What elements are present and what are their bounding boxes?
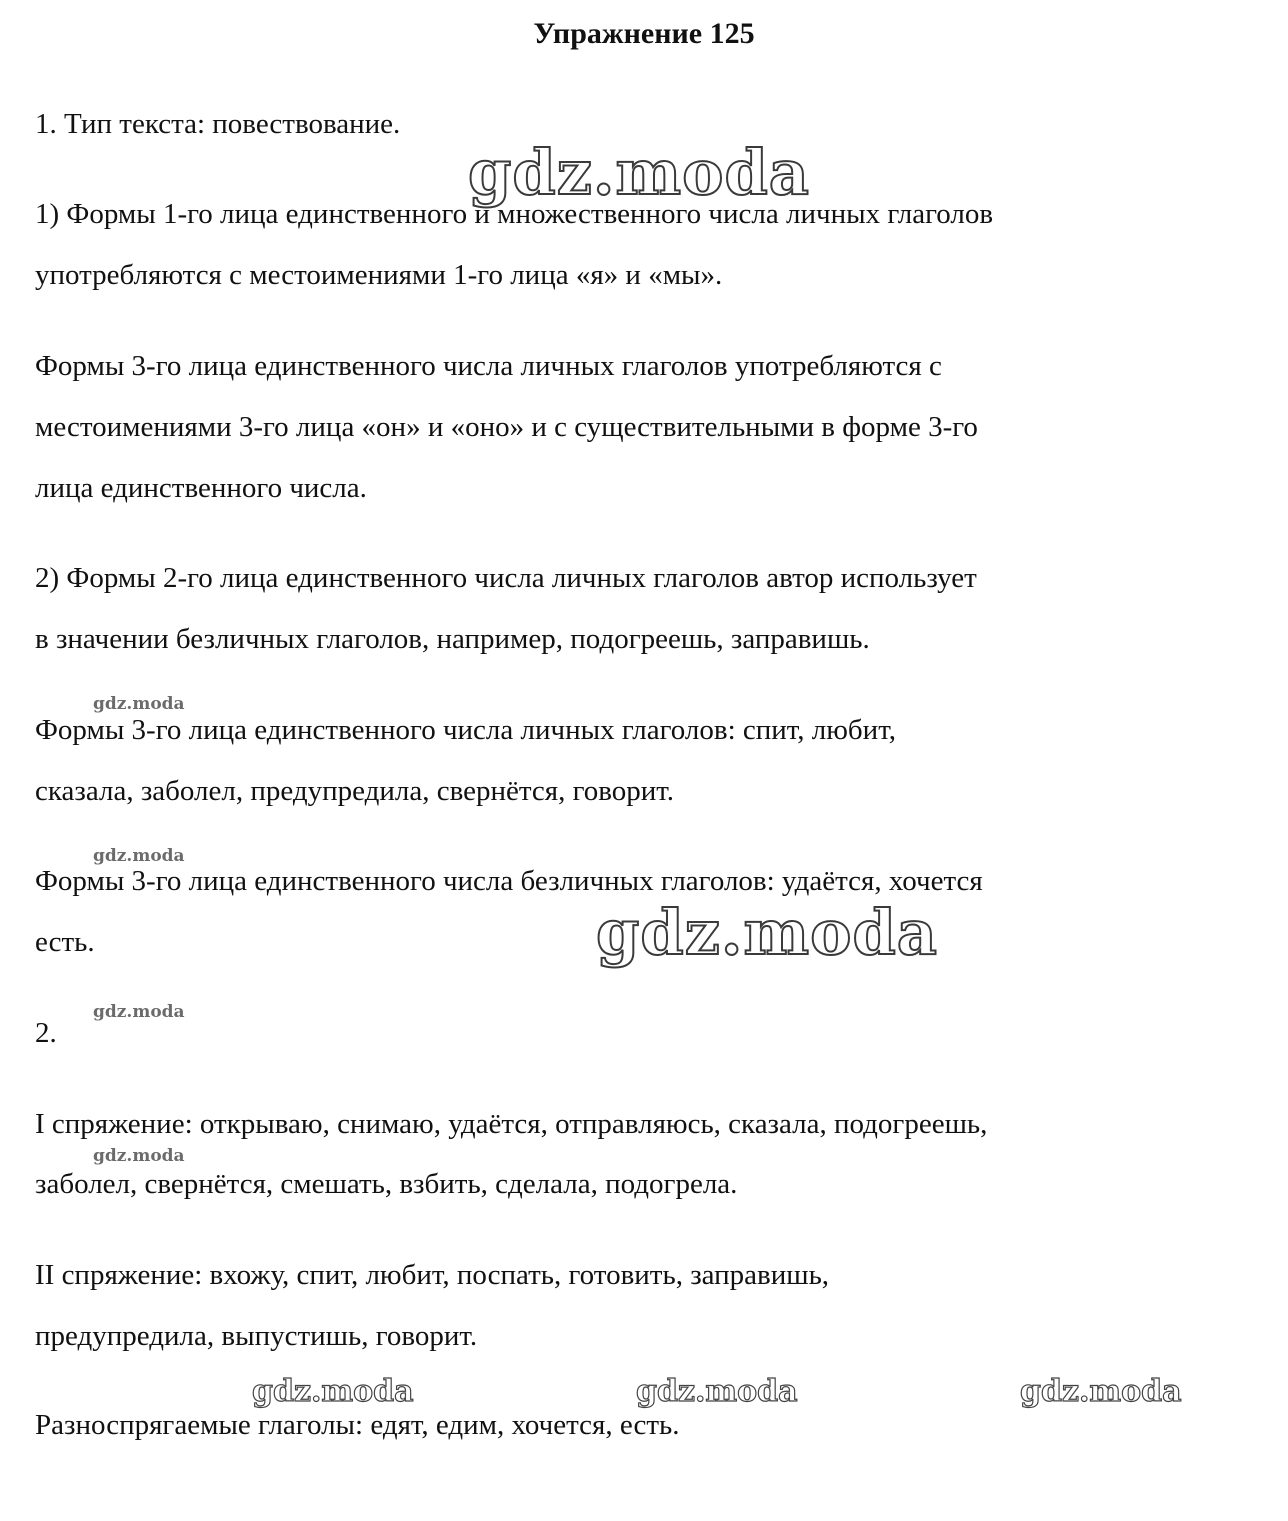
text-line: Формы 3-го лица единственного числа личных глаголов: спит, любит, (35, 714, 896, 746)
text-line: I спряжение: открываю, снимаю, удаётся, отправляюсь, сказала, подогреешь, (35, 1108, 988, 1140)
text-line: сказала, заболел, предупредила, свернётся, говорит. (35, 775, 675, 807)
text-line: Формы 3-го лица единственного числа безличных глаголов: удаётся, хочется (35, 865, 983, 897)
text-line: заболел, свернётся, смешать, взбить, сделала, подогрела. (35, 1168, 738, 1200)
text-line: II спряжение: вхожу, спит, любит, поспать, готовить, заправишь, (35, 1259, 830, 1291)
watermark-medium: gdz.moda (1020, 1374, 1182, 1409)
watermark-large: gdz.moda (596, 896, 938, 969)
watermark-small: gdz.moda (93, 846, 185, 866)
text-line: 2) Формы 2-го лица единственного числа личных глаголов автор использует (35, 562, 977, 594)
text-line: в значении безличных глаголов, например, подогреешь, заправишь. (35, 623, 870, 655)
text-line: 1. Тип текста: повествование. (35, 108, 401, 140)
watermark-small: gdz.moda (93, 1146, 185, 1166)
watermark-large: gdz.moda (468, 136, 810, 209)
watermark-small: gdz.moda (93, 694, 185, 714)
text-line: 1) Формы 1-го лица единственного и множественного числа личных глаголов (35, 198, 994, 230)
watermark-medium: gdz.moda (636, 1374, 798, 1409)
text-line: местоимениями 3-го лица «он» и «оно» и с существительными в форме 3-го (35, 411, 978, 443)
text-line: есть. (35, 926, 95, 958)
watermark-medium: gdz.moda (252, 1374, 414, 1409)
text-line: 2. (35, 1017, 57, 1049)
text-line: Формы 3-го лица единственного числа личных глаголов употребляются с (35, 350, 942, 382)
text-line: предупредила, выпустишь, говорит. (35, 1320, 478, 1352)
text-line: лица единственного числа. (35, 472, 367, 504)
text-line: употребляются с местоимениями 1-го лица «я» и «мы». (35, 259, 723, 291)
text-line: Разноспрягаемые глаголы: едят, едим, хочется, есть. (35, 1409, 680, 1441)
page-title: Упражнение 125 (533, 17, 755, 50)
watermark-small: gdz.moda (93, 1002, 185, 1022)
